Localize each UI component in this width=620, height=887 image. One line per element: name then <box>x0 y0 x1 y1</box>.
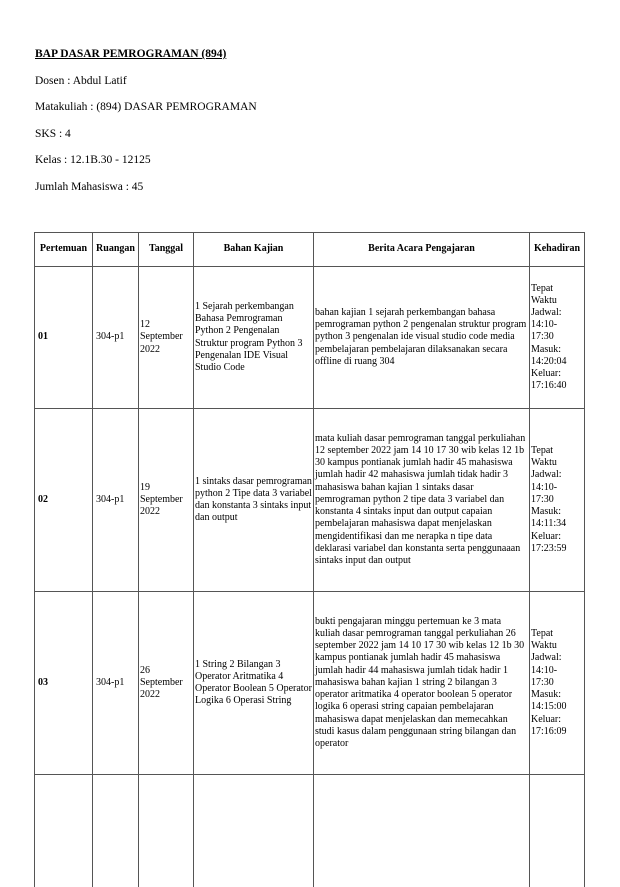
cell-ruangan: 304-p1 <box>93 409 139 592</box>
col-header-bahan-kajian: Bahan Kajian <box>194 233 314 267</box>
cell-bahan-kajian: 1 String 2 Bilangan 3 Operator Aritmatika 4 Operator Boolean 5 Operator Logika 6 Operasi String <box>194 592 314 775</box>
kehadiran-line: 17:16:09 <box>531 726 583 738</box>
cell-pertemuan: 02 <box>35 409 93 592</box>
bap-table <box>34 232 585 887</box>
cell-kehadiran <box>530 592 585 775</box>
cell-pertemuan: 01 <box>35 267 93 409</box>
table-row-continuation <box>35 775 585 887</box>
cell-ruangan: 304-p1 <box>93 592 139 775</box>
kehadiran-line: 17:23:59 <box>531 543 583 555</box>
kehadiran-line: Jadwal: <box>531 307 583 319</box>
cell-empty <box>35 775 93 887</box>
kehadiran-line: Masuk: <box>531 506 583 518</box>
kehadiran-line: 17:30 <box>531 677 583 689</box>
kehadiran-line: Tepat <box>531 445 583 457</box>
kehadiran-line: Waktu <box>531 640 583 652</box>
table-header-row <box>35 233 585 267</box>
jumlah-mahasiswa-line: Jumlah Mahasiswa : 45 <box>35 180 143 194</box>
kehadiran-line: 14:10- <box>531 665 583 677</box>
cell-empty <box>194 775 314 887</box>
col-header-kehadiran: Kehadiran <box>530 233 585 267</box>
kehadiran-line: Masuk: <box>531 689 583 701</box>
cell-tanggal: 19 September 2022 <box>139 409 194 592</box>
page-title: BAP DASAR PEMROGRAMAN (894) <box>35 47 226 61</box>
cell-tanggal: 26 September 2022 <box>139 592 194 775</box>
cell-berita-acara: bahan kajian 1 sejarah perkembangan bahasa pemrograman python 2 pengenalan struktur program python 3 pengenalan ide visual studio code media pembelajaran pembelajaran dilaksanakan secara offline di ruang 304 <box>314 267 530 409</box>
cell-empty <box>93 775 139 887</box>
cell-pertemuan: 03 <box>35 592 93 775</box>
kehadiran-line: 14:15:00 <box>531 701 583 713</box>
sks-line: SKS : 4 <box>35 127 71 141</box>
kehadiran-line: 14:11:34 <box>531 518 583 530</box>
kehadiran-line: Keluar: <box>531 714 583 726</box>
dosen-line: Dosen : Abdul Latif <box>35 74 127 88</box>
kehadiran-line: 14:10- <box>531 482 583 494</box>
kehadiran-line: Jadwal: <box>531 469 583 481</box>
kehadiran-line: 14:10- <box>531 319 583 331</box>
table-row <box>35 592 585 775</box>
kehadiran-line: Tepat <box>531 628 583 640</box>
col-header-pertemuan: Pertemuan <box>35 233 93 267</box>
cell-empty <box>139 775 194 887</box>
cell-berita-acara: bukti pengajaran minggu pertemuan ke 3 mata kuliah dasar pemrograman tanggal perkuliahan 26 september 2022 jam 14 10 17 30 wib kelas 12 1b 30 kampus pontianak jumlah hadir 45 mahasiswa jumlah hadir 44 mahasiswa jumlah tidak hadir 1 mahasiswa bahan kajian 1 string 2 bilangan 3 operator aritmatika 4 operator boolean 5 operator logika 6 operasi string capaian pembelajaran mahasiswa dapat menjelaskan dan memecahkan studi kasus dalam penggunaan string bilangan dan operator <box>314 592 530 775</box>
col-header-tanggal: Tanggal <box>139 233 194 267</box>
kehadiran-line: Waktu <box>531 457 583 469</box>
kehadiran-line: 17:30 <box>531 331 583 343</box>
cell-ruangan: 304-p1 <box>93 267 139 409</box>
cell-kehadiran <box>530 267 585 409</box>
kehadiran-line: 17:30 <box>531 494 583 506</box>
cell-tanggal: 12 September 2022 <box>139 267 194 409</box>
kelas-line: Kelas : 12.1B.30 - 12125 <box>35 153 151 167</box>
matakuliah-line: Matakuliah : (894) DASAR PEMROGRAMAN <box>35 100 257 114</box>
table-row <box>35 409 585 592</box>
kehadiran-line: Tepat <box>531 283 583 295</box>
cell-empty <box>530 775 585 887</box>
cell-bahan-kajian: 1 Sejarah perkembangan Bahasa Pemrograman Python 2 Pengenalan Struktur program Python 3 Pengenalan IDE Visual Studio Code <box>194 267 314 409</box>
cell-bahan-kajian: 1 sintaks dasar pemrograman python 2 Tipe data 3 variabel dan konstanta 3 sintaks input dan output <box>194 409 314 592</box>
cell-kehadiran <box>530 409 585 592</box>
kehadiran-line: Waktu <box>531 295 583 307</box>
cell-empty <box>314 775 530 887</box>
table-row <box>35 267 585 409</box>
kehadiran-line: Keluar: <box>531 368 583 380</box>
cell-berita-acara: mata kuliah dasar pemrograman tanggal perkuliahan 12 september 2022 jam 14 10 17 30 wib kelas 12 1b 30 kampus pontianak jumlah hadir 45 mahasiswa jumlah hadir 42 mahasiswa jumlah tidak hadir 3 mahasiswa bahan kajian 1 sintaks dasar pemrograman python 2 tipe data 3 variabel dan konstanta 4 sintaks input dan output capaian pembelajaran mahasiswa dapat menjelaskan mengidentifikasi dan me nerapka n tipe data deklarasi variabel dan konstanta serta penggunaaan sintaks input dan output <box>314 409 530 592</box>
kehadiran-line: Keluar: <box>531 531 583 543</box>
col-header-ruangan: Ruangan <box>93 233 139 267</box>
kehadiran-line: Masuk: <box>531 344 583 356</box>
kehadiran-line: Jadwal: <box>531 652 583 664</box>
col-header-berita-acara: Berita Acara Pengajaran <box>314 233 530 267</box>
kehadiran-line: 17:16:40 <box>531 380 583 392</box>
kehadiran-line: 14:20:04 <box>531 356 583 368</box>
